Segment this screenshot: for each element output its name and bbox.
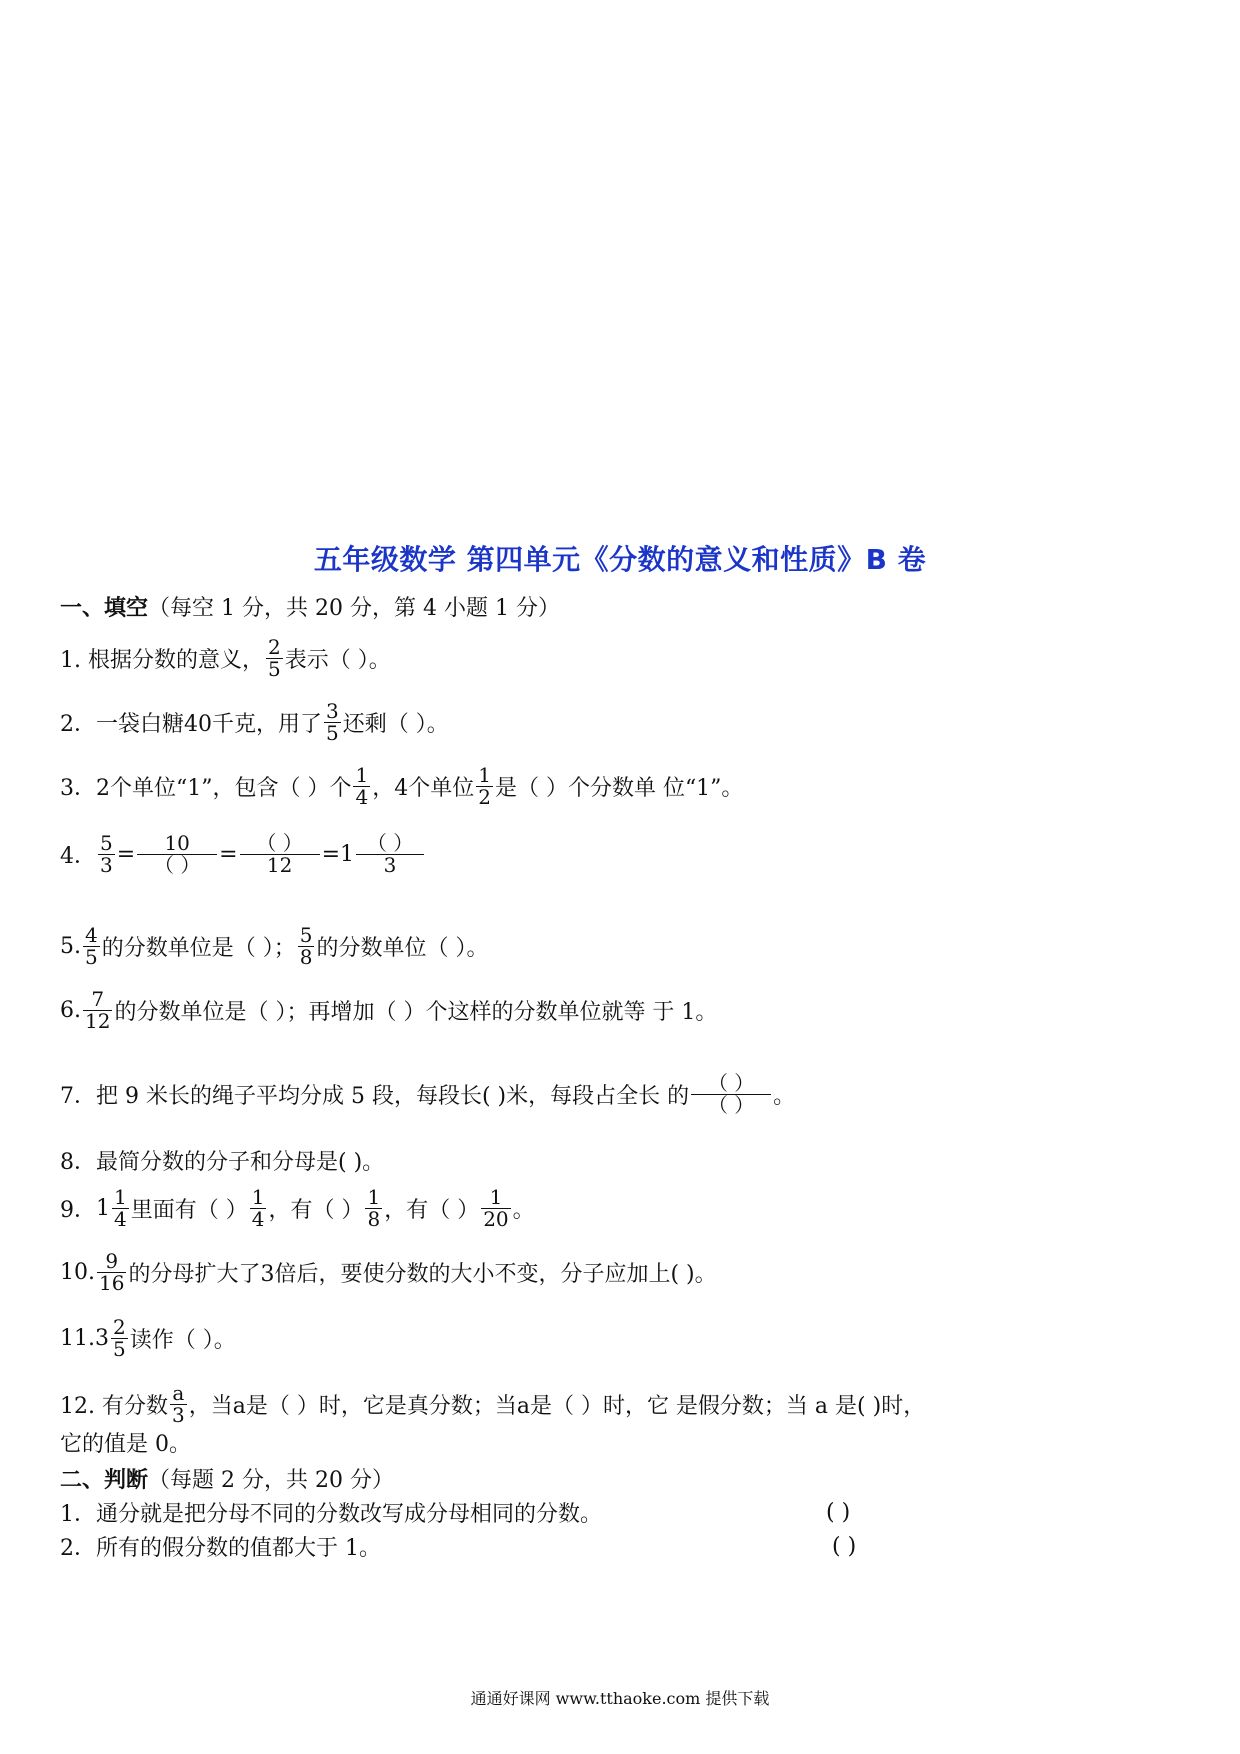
denominator: （ ） — [137, 854, 217, 876]
equals-sign: = — [116, 841, 136, 867]
question-12-continued — [60, 1422, 191, 1462]
q7-text-b: 。 — [773, 1083, 796, 1109]
denominator: 12 — [85, 1008, 111, 1033]
denominator: 2 — [478, 784, 491, 809]
q1-text-a: 1. 根据分数的意义， — [60, 647, 264, 673]
numerator: 1 — [478, 762, 491, 787]
denominator: 16 — [99, 1270, 125, 1295]
numerator: 5 — [299, 922, 313, 947]
numerator: 1 — [114, 1184, 127, 1209]
equals-sign: = — [219, 841, 238, 867]
q3-text-a: 3．2个单位“1”，包含（ ）个 — [60, 775, 352, 801]
q3-text-b: ，4个单位 — [372, 775, 475, 801]
section-2-label: 二、判断 — [60, 1467, 149, 1493]
q9-fraction-2 — [250, 1184, 267, 1231]
q3-fraction-2 — [476, 762, 493, 809]
judge-1-text: 1．通分就是把分母不同的分数改写成分母相同的分数。 — [60, 1501, 602, 1527]
judge-question-2 — [60, 1526, 381, 1566]
q5-text-c: 的分数单位（ ）。 — [316, 935, 489, 961]
section-1-heading — [60, 578, 560, 634]
q5-fraction-2 — [298, 922, 315, 969]
q6-text-a: 6. — [60, 997, 81, 1023]
denominator: 4 — [355, 784, 369, 809]
judge-2-answer-blank[interactable]: ( ) — [832, 1534, 857, 1559]
q6-text-b: 的分数单位是（ ）；再增加（ ）个这样的分数单位就等 于 1。 — [114, 999, 718, 1025]
q7-text-a: 7．把 9 米长的绳子平均分成 5 段，每段长( )米，每段占全长 的 — [60, 1083, 690, 1109]
numerator: 1 — [251, 1184, 265, 1209]
question-10 — [60, 1244, 717, 1300]
q3-fraction-1 — [353, 762, 370, 809]
q6-fraction — [83, 986, 112, 1033]
q9-text-e: 。 — [512, 1197, 535, 1223]
question-1 — [60, 630, 391, 686]
q11-text-b: 读作（ ）。 — [129, 1327, 236, 1353]
q4-fraction-3 — [240, 830, 320, 877]
q9-text-c: ，有（ ） — [268, 1197, 364, 1223]
q3-text-c: 是（ ）个分数单 位“1”。 — [494, 775, 744, 801]
question-2 — [60, 694, 449, 750]
q5-text-a: 5. — [60, 933, 81, 959]
q4-fraction-1 — [98, 830, 115, 877]
denominator: 5 — [326, 720, 339, 745]
question-6 — [60, 982, 717, 1038]
q4-text-a: 4． — [60, 843, 96, 869]
numerator: 7 — [91, 986, 105, 1011]
q1-fraction — [266, 634, 283, 681]
judge-2-text: 2．所有的假分数的值都大于 1。 — [60, 1535, 381, 1561]
denominator: （ ） — [691, 1094, 771, 1116]
q12-text-b: ，当a是（ ）时，它是真分数；当a是（ ）时，它 是假分数；当 a 是( )时， — [188, 1393, 926, 1419]
q12-text-a: 12. 有分数 — [60, 1393, 168, 1419]
question-9 — [60, 1180, 535, 1236]
numerator: 1 — [489, 1184, 503, 1209]
q10-text-a: 10. — [60, 1259, 95, 1285]
q2-text-b: 还剩（ ）。 — [342, 711, 449, 737]
denominator: 20 — [483, 1206, 509, 1231]
question-4 — [60, 826, 426, 882]
denominator: 12 — [240, 854, 320, 876]
q8-text: 8．最简分数的分子和分母是( )。 — [60, 1149, 385, 1175]
numerator: （ ） — [707, 1070, 755, 1095]
q9-fraction-1 — [112, 1184, 129, 1231]
q7-fraction — [691, 1070, 771, 1117]
denominator: 3 — [100, 852, 113, 877]
q5-text-b: 的分数单位是（ ）； — [101, 935, 296, 961]
q9-fraction-3 — [365, 1184, 382, 1231]
judge-1-answer-blank[interactable]: ( ) — [826, 1500, 851, 1525]
q2-fraction — [324, 698, 341, 745]
page-footer: 通通好课网 www.tthaoke.com 提供下载 — [470, 1689, 770, 1708]
denominator: 5 — [85, 944, 98, 969]
q4-fraction-4 — [356, 830, 424, 877]
section-1-label: 一、填空 — [60, 595, 149, 621]
numerator: 2 — [113, 1314, 126, 1339]
denominator: 3 — [171, 1402, 185, 1427]
q9-text-b: 里面有（ ） — [130, 1197, 248, 1223]
denominator: 3 — [356, 854, 424, 876]
q12-fraction — [170, 1380, 187, 1427]
section-2-note: （每题 2 分，共 20 分） — [148, 1467, 394, 1493]
numerator: 3 — [326, 698, 339, 723]
whole-number: 1 — [340, 841, 355, 867]
section-1-note: （每空 1 分，共 20 分，第 4 小题 1 分） — [148, 595, 560, 621]
denominator: 5 — [267, 656, 281, 681]
q11-fraction — [111, 1314, 128, 1361]
question-5 — [60, 918, 488, 974]
q9-fraction-4 — [481, 1184, 510, 1231]
numerator: a — [172, 1380, 185, 1405]
q4-fraction-2 — [137, 830, 217, 877]
equals-sign: = — [321, 841, 341, 867]
q9-text-a: 9． — [60, 1197, 96, 1223]
numerator: 1 — [355, 762, 369, 787]
denominator: 5 — [113, 1336, 126, 1361]
question-11 — [60, 1310, 236, 1366]
q1-text-b: 表示（ ）。 — [284, 647, 391, 673]
whole-number: 1 — [96, 1195, 110, 1221]
denominator: 4 — [114, 1206, 127, 1231]
q9-text-d: ，有（ ） — [384, 1197, 480, 1223]
q12-text-c: 它的值是 0。 — [60, 1431, 191, 1457]
denominator: 8 — [299, 944, 313, 969]
whole-number: 3 — [95, 1325, 109, 1351]
numerator: （ ） — [366, 830, 414, 855]
question-3 — [60, 758, 743, 814]
q2-text-a: 2．一袋白糖40千克，用了 — [60, 711, 322, 737]
numerator: 1 — [367, 1184, 381, 1209]
numerator: 5 — [100, 830, 113, 855]
numerator: （ ） — [256, 830, 303, 855]
question-7 — [60, 1066, 795, 1122]
numerator: 2 — [267, 634, 281, 659]
numerator: 9 — [105, 1248, 119, 1273]
numerator: 10 — [164, 830, 190, 855]
denominator: 8 — [367, 1206, 381, 1231]
numerator: 4 — [85, 922, 98, 947]
page-title: 五年级数学 第四单元《分数的意义和性质》B 卷 — [313, 543, 927, 576]
q5-fraction-1 — [83, 922, 100, 969]
q11-text-a: 11. — [60, 1325, 95, 1351]
q10-fraction — [97, 1248, 126, 1295]
denominator: 4 — [251, 1206, 265, 1231]
q10-text-b: 的分母扩大了3倍后，要使分数的大小不变，分子应加上( )。 — [128, 1261, 717, 1287]
